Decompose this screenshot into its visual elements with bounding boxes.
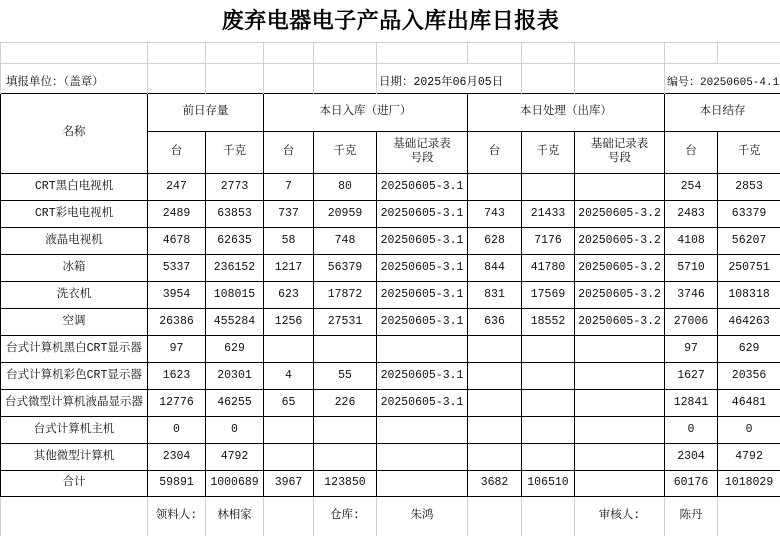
in-today-record-no: 20250605-3.1 xyxy=(377,389,468,416)
header-balance-kg: 千克 xyxy=(718,131,780,173)
header-processed-today: 本日处理（出库） xyxy=(468,93,665,131)
row-name: CRT黑白电视机 xyxy=(1,173,148,200)
in-today-units: 623 xyxy=(264,281,314,308)
balance-today-units: 27006 xyxy=(665,308,718,335)
in-today-kg xyxy=(314,443,377,470)
header-prev-units: 台 xyxy=(148,131,206,173)
in-today-kg: 27531 xyxy=(314,308,377,335)
blank-cell xyxy=(575,42,665,63)
processed-today-kg xyxy=(522,335,575,362)
in-today-kg xyxy=(314,335,377,362)
balance-today-units: 2304 xyxy=(665,443,718,470)
table-row xyxy=(1,416,780,443)
receiver-label: 领料人: xyxy=(148,496,206,536)
processed-today-kg: 7176 xyxy=(522,227,575,254)
processed-today-units xyxy=(468,416,522,443)
in-today-kg: 748 xyxy=(314,227,377,254)
processed-today-units: 3682 xyxy=(468,470,522,496)
blank-cell xyxy=(522,496,575,536)
in-today-kg: 80 xyxy=(314,173,377,200)
balance-today-kg: 629 xyxy=(718,335,780,362)
header-out-record-no: 基础记录表号段 xyxy=(590,138,649,165)
balance-today-kg: 56207 xyxy=(718,227,780,254)
table-header xyxy=(1,93,780,173)
balance-today-kg: 250751 xyxy=(718,254,780,281)
header-balance-units: 台 xyxy=(665,131,718,173)
reporting-unit-label: 填报单位：（盖章） xyxy=(1,63,148,93)
balance-today-units: 4108 xyxy=(665,227,718,254)
row-name: 台式微型计算机液晶显示器 xyxy=(1,389,148,416)
blank-cell xyxy=(264,63,314,93)
table-row xyxy=(1,389,780,416)
processed-today-units xyxy=(468,173,522,200)
processed-today-units: 636 xyxy=(468,308,522,335)
prev-stock-units: 12776 xyxy=(148,389,206,416)
processed-today-units: 831 xyxy=(468,281,522,308)
processed-today-units: 743 xyxy=(468,200,522,227)
processed-today-record-no xyxy=(575,173,665,200)
row-name: 台式计算机黑白CRT显示器 xyxy=(1,335,148,362)
blank-cell xyxy=(718,42,780,63)
table-row xyxy=(1,227,780,254)
report-title: 废弃电器电子产品入库出库日报表 xyxy=(1,0,780,42)
in-today-record-no: 20250605-3.1 xyxy=(377,281,468,308)
prev-stock-kg: 108015 xyxy=(206,281,264,308)
header-out-record-cell xyxy=(575,131,665,173)
prev-stock-units: 59891 xyxy=(148,470,206,496)
blank-cell xyxy=(575,63,665,93)
header-in-record-cell xyxy=(377,131,468,173)
in-today-units: 3967 xyxy=(264,470,314,496)
row-name: 空调 xyxy=(1,308,148,335)
table-row xyxy=(1,173,780,200)
in-today-units: 1217 xyxy=(264,254,314,281)
balance-today-units: 2483 xyxy=(665,200,718,227)
sheet-footer xyxy=(1,496,780,536)
prev-stock-kg: 0 xyxy=(206,416,264,443)
processed-today-kg: 21433 xyxy=(522,200,575,227)
in-today-record-no xyxy=(377,416,468,443)
in-today-kg: 123850 xyxy=(314,470,377,496)
row-name: 液晶电视机 xyxy=(1,227,148,254)
in-today-units: 65 xyxy=(264,389,314,416)
balance-today-kg: 20356 xyxy=(718,362,780,389)
processed-today-kg xyxy=(522,416,575,443)
header-name: 名称 xyxy=(1,93,148,173)
prev-stock-kg: 63853 xyxy=(206,200,264,227)
blank-row xyxy=(1,42,780,63)
prev-stock-kg: 46255 xyxy=(206,389,264,416)
blank-cell xyxy=(148,42,206,63)
in-today-record-no: 20250605-3.1 xyxy=(377,254,468,281)
prev-stock-kg: 2773 xyxy=(206,173,264,200)
processed-today-record-no: 20250605-3.2 xyxy=(575,200,665,227)
table-row xyxy=(1,281,780,308)
row-name: 冰箱 xyxy=(1,254,148,281)
reviewer-name: 陈丹 xyxy=(665,496,718,536)
blank-cell xyxy=(377,42,468,63)
processed-today-units: 628 xyxy=(468,227,522,254)
processed-today-kg xyxy=(522,173,575,200)
processed-today-kg xyxy=(522,389,575,416)
in-today-units: 58 xyxy=(264,227,314,254)
balance-today-units: 3746 xyxy=(665,281,718,308)
prev-stock-kg: 629 xyxy=(206,335,264,362)
processed-today-kg xyxy=(522,443,575,470)
prev-stock-kg: 455284 xyxy=(206,308,264,335)
blank-cell xyxy=(1,42,148,63)
processed-today-record-no xyxy=(575,335,665,362)
balance-today-kg: 46481 xyxy=(718,389,780,416)
in-today-record-no: 20250605-3.1 xyxy=(377,200,468,227)
blank-cell xyxy=(468,42,522,63)
prev-stock-kg: 4792 xyxy=(206,443,264,470)
processed-today-kg xyxy=(522,362,575,389)
processed-today-kg: 41780 xyxy=(522,254,575,281)
row-name: 合计 xyxy=(1,470,148,496)
header-in-kg: 千克 xyxy=(314,131,377,173)
in-today-units: 1256 xyxy=(264,308,314,335)
in-today-units: 4 xyxy=(264,362,314,389)
in-today-kg: 56379 xyxy=(314,254,377,281)
row-name: CRT彩电电视机 xyxy=(1,200,148,227)
table-row xyxy=(1,200,780,227)
prev-stock-kg: 20301 xyxy=(206,362,264,389)
blank-cell xyxy=(718,496,780,536)
balance-today-units: 254 xyxy=(665,173,718,200)
prev-stock-kg: 62635 xyxy=(206,227,264,254)
blank-cell xyxy=(314,63,377,93)
prev-stock-units: 97 xyxy=(148,335,206,362)
processed-today-record-no xyxy=(575,443,665,470)
data-rows xyxy=(1,173,780,496)
in-today-record-no: 20250605-3.1 xyxy=(377,173,468,200)
report-number: 编号：20250605-4.1 xyxy=(665,63,780,93)
balance-today-units: 60176 xyxy=(665,470,718,496)
processed-today-record-no xyxy=(575,362,665,389)
row-name: 其他微型计算机 xyxy=(1,443,148,470)
in-today-units xyxy=(264,443,314,470)
reviewer-label: 审核人: xyxy=(575,496,665,536)
blank-cell xyxy=(522,63,575,93)
sheet-top xyxy=(1,0,780,93)
balance-today-kg: 108318 xyxy=(718,281,780,308)
prev-stock-units: 247 xyxy=(148,173,206,200)
processed-today-kg: 17569 xyxy=(522,281,575,308)
processed-today-kg: 18552 xyxy=(522,308,575,335)
in-today-kg: 226 xyxy=(314,389,377,416)
prev-stock-units: 5337 xyxy=(148,254,206,281)
table-row xyxy=(1,335,780,362)
balance-today-kg: 4792 xyxy=(718,443,780,470)
balance-today-kg: 1018029 xyxy=(718,470,780,496)
in-today-kg xyxy=(314,416,377,443)
blank-cell xyxy=(206,63,264,93)
blank-cell xyxy=(1,496,148,536)
prev-stock-units: 2489 xyxy=(148,200,206,227)
in-today-units: 7 xyxy=(264,173,314,200)
row-name: 台式计算机主机 xyxy=(1,416,148,443)
prev-stock-units: 1623 xyxy=(148,362,206,389)
processed-today-record-no xyxy=(575,416,665,443)
processed-today-record-no xyxy=(575,470,665,496)
in-today-record-no xyxy=(377,470,468,496)
row-name: 台式计算机彩色CRT显示器 xyxy=(1,362,148,389)
header-out-units: 台 xyxy=(468,131,522,173)
warehouse-name: 朱鸿 xyxy=(377,496,468,536)
header-prev-stock: 前日存量 xyxy=(148,93,264,131)
prev-stock-kg: 236152 xyxy=(206,254,264,281)
total-row xyxy=(1,470,780,496)
in-today-record-no xyxy=(377,443,468,470)
table-row xyxy=(1,254,780,281)
balance-today-units: 0 xyxy=(665,416,718,443)
blank-cell xyxy=(206,42,264,63)
in-today-kg: 55 xyxy=(314,362,377,389)
prev-stock-units: 0 xyxy=(148,416,206,443)
balance-today-kg: 0 xyxy=(718,416,780,443)
in-today-record-no: 20250605-3.1 xyxy=(377,227,468,254)
blank-cell xyxy=(665,42,718,63)
header-in-today: 本日入库（进厂） xyxy=(264,93,468,131)
header-in-units: 台 xyxy=(264,131,314,173)
processed-today-units xyxy=(468,389,522,416)
processed-today-record-no xyxy=(575,389,665,416)
in-today-kg: 20959 xyxy=(314,200,377,227)
balance-today-units: 97 xyxy=(665,335,718,362)
processed-today-units: 844 xyxy=(468,254,522,281)
signature-row xyxy=(1,496,780,536)
balance-today-units: 5710 xyxy=(665,254,718,281)
blank-cell xyxy=(148,63,206,93)
balance-today-kg: 63379 xyxy=(718,200,780,227)
processed-today-record-no: 20250605-3.2 xyxy=(575,308,665,335)
prev-stock-kg: 1000689 xyxy=(206,470,264,496)
header-in-record-no: 基础记录表号段 xyxy=(393,138,451,165)
in-today-units xyxy=(264,335,314,362)
header-prev-kg: 千克 xyxy=(206,131,264,173)
header-balance-today: 本日结存 xyxy=(665,93,780,131)
in-today-record-no: 20250605-3.1 xyxy=(377,308,468,335)
table-row xyxy=(1,443,780,470)
blank-cell xyxy=(522,42,575,63)
blank-cell xyxy=(314,42,377,63)
header-row-1 xyxy=(1,93,780,131)
header-out-kg: 千克 xyxy=(522,131,575,173)
processed-today-units xyxy=(468,443,522,470)
row-name: 洗衣机 xyxy=(1,281,148,308)
receiver-name: 林相家 xyxy=(206,496,264,536)
blank-cell xyxy=(468,496,522,536)
title-row xyxy=(1,0,780,42)
blank-cell xyxy=(264,496,314,536)
processed-today-units xyxy=(468,335,522,362)
in-today-units: 737 xyxy=(264,200,314,227)
in-today-kg: 17872 xyxy=(314,281,377,308)
processed-today-kg: 106510 xyxy=(522,470,575,496)
in-today-record-no: 20250605-3.1 xyxy=(377,362,468,389)
table-row xyxy=(1,308,780,335)
processed-today-units xyxy=(468,362,522,389)
in-today-record-no xyxy=(377,335,468,362)
blank-cell xyxy=(264,42,314,63)
info-row xyxy=(1,63,780,93)
in-today-units xyxy=(264,416,314,443)
balance-today-kg: 464263 xyxy=(718,308,780,335)
prev-stock-units: 3954 xyxy=(148,281,206,308)
processed-today-record-no: 20250605-3.2 xyxy=(575,227,665,254)
balance-today-units: 1627 xyxy=(665,362,718,389)
report-date: 日期：2025年06月05日 xyxy=(377,63,522,93)
warehouse-label: 仓库: xyxy=(314,496,377,536)
processed-today-record-no: 20250605-3.2 xyxy=(575,254,665,281)
prev-stock-units: 26386 xyxy=(148,308,206,335)
prev-stock-units: 4678 xyxy=(148,227,206,254)
processed-today-record-no: 20250605-3.2 xyxy=(575,281,665,308)
balance-today-kg: 2853 xyxy=(718,173,780,200)
balance-today-units: 12841 xyxy=(665,389,718,416)
prev-stock-units: 2304 xyxy=(148,443,206,470)
table-row xyxy=(1,362,780,389)
